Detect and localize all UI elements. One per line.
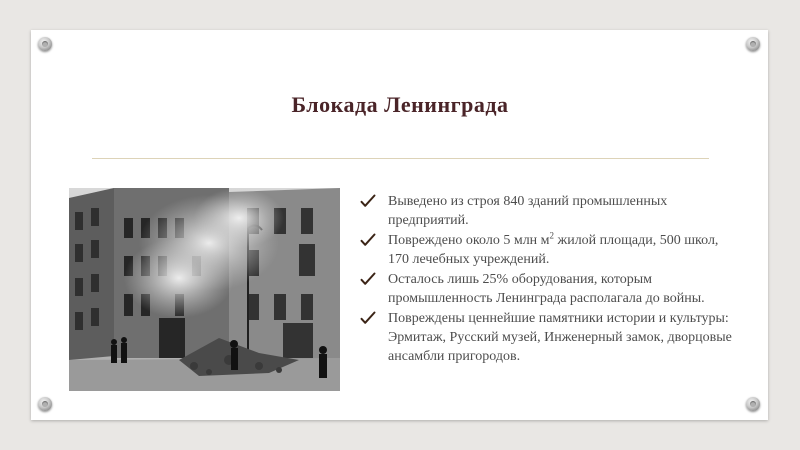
bullet-list xyxy=(360,192,740,367)
pushpin-icon xyxy=(746,397,760,411)
pushpin-icon xyxy=(38,397,52,411)
checkmark-icon xyxy=(360,310,376,326)
bullet-text: Повреждены ценнейшие памятники истории и культуры: Эрмитаж, Русский музей, Инженерный замок, дворцовые ансамбли пригородов. xyxy=(388,310,732,365)
bullet-text: Выведено из строя 840 зданий промышленных предприятий. xyxy=(388,194,668,229)
title-divider xyxy=(92,158,709,159)
bullet-item xyxy=(360,192,740,230)
slide-title: Блокада Ленинграда xyxy=(291,92,509,117)
checkmark-icon xyxy=(360,271,376,287)
pushpin-icon xyxy=(38,37,52,51)
checkmark-icon xyxy=(360,232,376,248)
bullet-item xyxy=(360,309,740,367)
bullet-item xyxy=(360,231,740,269)
checkmark-icon xyxy=(360,193,376,209)
bullet-text-cont: жилой площади, 500 школ, 170 лечебных учреждений. xyxy=(388,232,719,268)
bullet-text: Повреждено около 5 млн м xyxy=(388,232,550,248)
bullet-item xyxy=(360,270,740,308)
pushpin-icon xyxy=(746,37,760,51)
bullet-text: Осталось лишь 25% оборудования, которым промышленность Ленинграда располагала до войны. xyxy=(388,271,705,307)
superscript: 2 xyxy=(549,230,555,241)
war-photo xyxy=(69,188,340,391)
